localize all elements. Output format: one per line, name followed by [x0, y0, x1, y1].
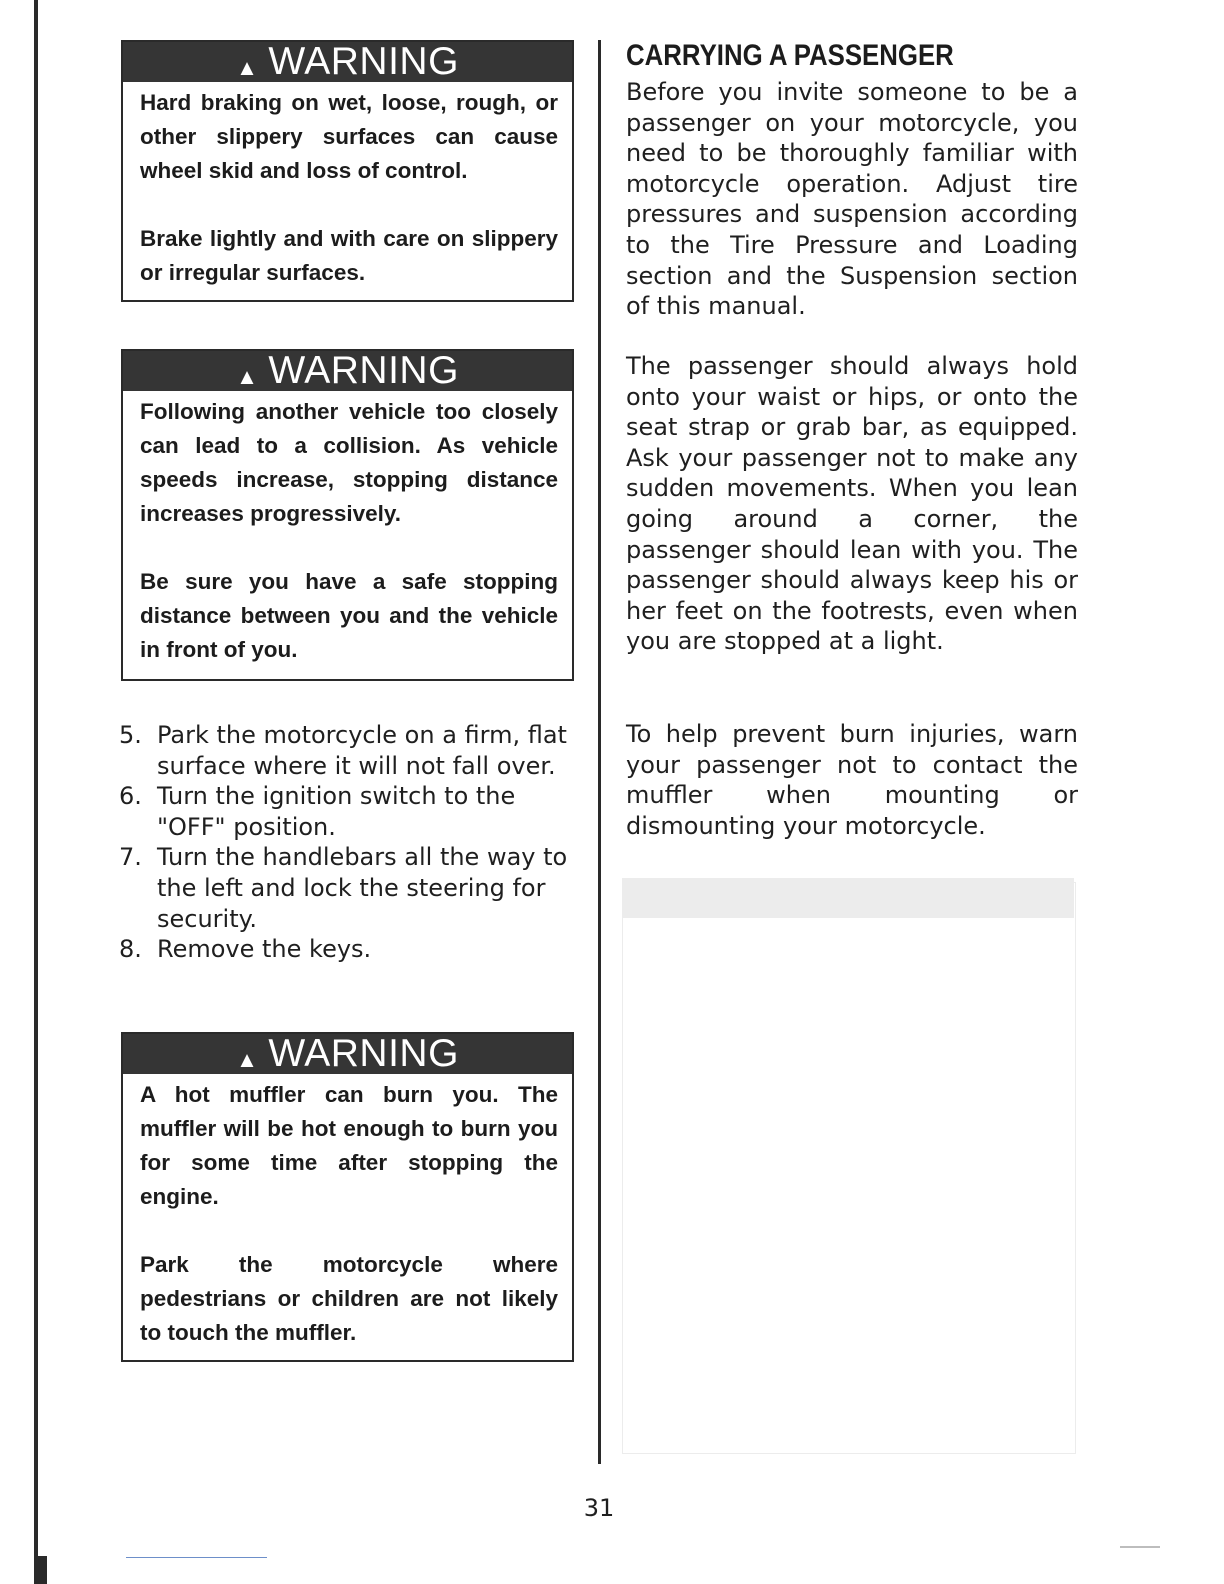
step-item: [119, 720, 574, 781]
footer-line: [126, 1557, 267, 1558]
section-title: CARRYING A PASSENGER: [626, 39, 954, 72]
page-edge-line: [34, 0, 38, 1584]
warning-box-hot-muffler: [121, 1032, 574, 1362]
warning-header-label: WARNING: [268, 349, 459, 392]
step-number: 8.: [119, 935, 142, 964]
warning-header-label: WARNING: [268, 1032, 459, 1075]
warning-header-label: WARNING: [268, 40, 459, 83]
warning-header: [123, 42, 572, 82]
warning-box-braking: [121, 40, 574, 302]
step-number: 6.: [119, 782, 142, 811]
warning-triangle-icon: ▲: [236, 364, 259, 389]
step-text: Remove the keys.: [157, 935, 372, 964]
warning-triangle-icon: ▲: [236, 55, 259, 80]
step-item: [119, 781, 574, 842]
warning-triangle-icon: ▲: [236, 1047, 259, 1072]
parking-steps-list: [119, 720, 574, 965]
footer-mark: [1120, 1546, 1160, 1548]
step-item: [119, 842, 574, 934]
passenger-posture-paragraph: The passenger should always hold onto your waist or hips, or onto the seat strap or grab bar, as equipped. Ask your passenger not to make any sudden movements. When you lean going around a corner, the passenger should lean with you. The passenger should always keep his or her feet on the footrests, even when you are stopped at a light.: [626, 352, 1078, 656]
step-text: Park the motorcycle on a firm, flat surface where it will not fall over.: [157, 721, 567, 780]
step-number: 7.: [119, 843, 142, 872]
warning-text: Following another vehicle too closely can lead to a collision. As vehicle speeds increase, stopping distance increases progressively.: [140, 399, 558, 526]
page-number: 31: [583, 1494, 615, 1522]
step-text: Turn the handlebars all the way to the left and lock the steering for security.: [157, 843, 568, 933]
warning-instruction: Park the motorcycle where pedestrians or children are not likely to touch the muffler.: [140, 1252, 558, 1345]
warning-instruction: Be sure you have a safe stopping distance between you and the vehicle in front of you.: [140, 569, 558, 662]
warning-box-following-distance: [121, 349, 574, 681]
warning-header: [123, 1034, 572, 1074]
step-number: 5.: [119, 721, 142, 749]
warning-text: A hot muffler can burn you. The muffler will be hot enough to burn you for some time after stopping the engine.: [140, 1082, 558, 1209]
bleed-through-box: [622, 882, 1076, 1454]
warning-instruction: Brake lightly and with care on slippery or irregular surfaces.: [140, 226, 558, 285]
warning-body: [123, 1074, 572, 1358]
step-item: [119, 934, 574, 965]
warning-body: [123, 82, 572, 298]
warning-text: Hard braking on wet, loose, rough, or other slippery surfaces can cause wheel skid and loss of control.: [140, 90, 558, 183]
warning-body: [123, 391, 572, 675]
page-edge-mark: [38, 1556, 47, 1584]
warning-header: [123, 351, 572, 391]
column-divider: [598, 40, 601, 1464]
step-text: Turn the ignition switch to the "OFF" position.: [157, 782, 516, 841]
passenger-burn-paragraph: To help prevent burn injuries, warn your passenger not to contact the muffler when mounting or dismounting your motorcycle.: [626, 720, 1078, 840]
passenger-intro-paragraph: Before you invite someone to be a passenger on your motorcycle, you need to be thoroughly familiar with motorcycle operation. Adjust tire pressures and suspension according to the Tire Pressure and Loading section and the Suspension section of this manual.: [626, 78, 1078, 321]
